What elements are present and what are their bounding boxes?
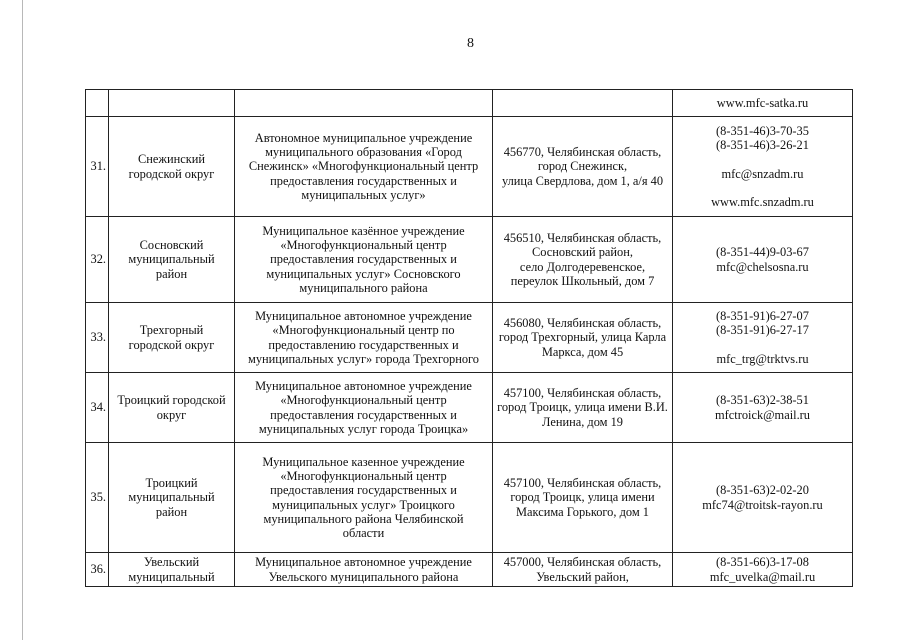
cell-address bbox=[493, 443, 673, 553]
address-line: Увельский район, bbox=[536, 569, 629, 584]
organization-line: Муниципальное автономное учреждение bbox=[255, 378, 472, 393]
organization-line: Муниципальное казённое учреждение bbox=[262, 223, 465, 238]
cell-address bbox=[493, 373, 673, 443]
email-link[interactable]: mfc@snzadm.ru bbox=[721, 166, 804, 181]
scan-margin-line bbox=[22, 0, 23, 640]
organization-line: предоставления государственных и bbox=[270, 173, 457, 188]
cell-contacts bbox=[673, 373, 853, 443]
cell-district bbox=[109, 117, 235, 217]
address-line: улица Свердлова, дом 1, а/я 40 bbox=[501, 173, 664, 188]
row-number: 36. bbox=[90, 562, 106, 577]
cell-num bbox=[86, 443, 109, 553]
cell-num bbox=[86, 217, 109, 303]
district-line: район bbox=[155, 266, 188, 281]
cell-organization bbox=[235, 90, 493, 117]
organization-line: «Многофункциональный центр по bbox=[272, 323, 455, 338]
email-link[interactable]: mfc_uvelka@mail.ru bbox=[709, 569, 816, 584]
organization-line: Увельского муниципального района bbox=[268, 569, 459, 584]
organization-line: «Многофункциональный центр bbox=[280, 393, 447, 408]
district-line: Троицкий bbox=[145, 476, 198, 491]
cell-num bbox=[86, 553, 109, 587]
district-line: район bbox=[155, 504, 188, 519]
organization-line: муниципального образования «Город bbox=[265, 145, 462, 160]
organization-line: Муниципальное автономное учреждение bbox=[255, 308, 472, 323]
table-row bbox=[86, 303, 853, 373]
district-line: городской округ bbox=[128, 166, 215, 181]
phone-text: (8-351-91)6-27-07 bbox=[716, 309, 809, 324]
organization-line: Муниципальное казенное учреждение bbox=[262, 454, 465, 469]
cell-address bbox=[493, 117, 673, 217]
cell-contacts bbox=[673, 217, 853, 303]
address-line: 456080, Челябинская область, bbox=[503, 316, 662, 331]
district-line: Сосновский bbox=[139, 238, 204, 253]
email-link[interactable]: mfctroick@mail.ru bbox=[714, 407, 811, 422]
cell-organization bbox=[235, 217, 493, 303]
cell-contacts bbox=[673, 303, 853, 373]
cell-district bbox=[109, 373, 235, 443]
district-line: муниципальный bbox=[128, 569, 215, 584]
address-line: Маркса, дом 45 bbox=[541, 344, 624, 359]
address-line: Максима Горького, дом 1 bbox=[516, 504, 649, 519]
phone-text: (8-351-46)3-70-35 bbox=[716, 123, 809, 138]
address-line: город Троицк, улица имени bbox=[510, 490, 655, 505]
phone-text: (8-351-63)2-38-51 bbox=[716, 393, 809, 408]
cell-contacts bbox=[673, 117, 853, 217]
district-line: муниципальный bbox=[128, 490, 215, 505]
address-line: город Снежинск, bbox=[537, 159, 628, 174]
cell-contacts bbox=[673, 90, 853, 117]
cell-contacts bbox=[673, 443, 853, 553]
organization-line: Снежинск» «Многофункциональный центр bbox=[248, 159, 479, 174]
organization-line: Муниципальное автономное учреждение bbox=[255, 555, 472, 570]
table-row bbox=[86, 217, 853, 303]
district-line: муниципальный bbox=[128, 252, 215, 267]
cell-address bbox=[493, 217, 673, 303]
organization-line: муниципальных услуг» города Трехгорного bbox=[247, 351, 480, 366]
organization-line: Автономное муниципальное учреждение bbox=[254, 130, 473, 145]
mfc-registry-table bbox=[85, 89, 853, 587]
organization-line: области bbox=[342, 526, 385, 541]
row-number: 33. bbox=[90, 330, 106, 345]
organization-line: предоставления государственных и bbox=[270, 483, 457, 498]
row-number: 35. bbox=[90, 490, 106, 505]
phone-text: (8-351-66)3-17-08 bbox=[716, 555, 809, 570]
address-line: 457000, Челябинская область, bbox=[503, 555, 662, 570]
table-row bbox=[86, 373, 853, 443]
cell-num bbox=[86, 303, 109, 373]
address-line: Ленина, дом 19 bbox=[542, 414, 623, 429]
email-link[interactable]: mfc74@troitsk-rayon.ru bbox=[702, 497, 823, 512]
organization-line: «Многофункциональный центр bbox=[280, 238, 447, 253]
row-number: 34. bbox=[90, 400, 106, 415]
address-line: 456510, Челябинская область, bbox=[503, 230, 662, 245]
website-text: www.mfc-satka.ru bbox=[716, 95, 809, 110]
cell-num bbox=[86, 90, 109, 117]
email-link[interactable]: mfc_trg@trktvs.ru bbox=[716, 351, 809, 366]
table-row-continued bbox=[86, 90, 853, 117]
organization-line: муниципальных услуг» Троицкого bbox=[272, 497, 455, 512]
district-line: Троицкий городской bbox=[117, 393, 226, 408]
cell-address bbox=[493, 90, 673, 117]
table-row bbox=[86, 443, 853, 553]
cell-district bbox=[109, 303, 235, 373]
organization-line: «Многофункциональный центр bbox=[280, 468, 447, 483]
district-line: Увельский bbox=[143, 555, 200, 570]
table-row bbox=[86, 553, 853, 587]
organization-line: муниципальных услуг» bbox=[301, 187, 426, 202]
organization-line: муниципального района bbox=[299, 280, 428, 295]
cell-contacts bbox=[673, 553, 853, 587]
district-line: округ bbox=[156, 407, 187, 422]
organization-line: муниципального района Челябинской bbox=[263, 511, 464, 526]
phone-text: (8-351-91)6-27-17 bbox=[716, 323, 809, 338]
cell-organization bbox=[235, 303, 493, 373]
cell-district bbox=[109, 90, 235, 117]
district-line: Трехгорный bbox=[139, 323, 204, 338]
email-link[interactable]: mfc@chelsosna.ru bbox=[716, 259, 809, 274]
website-link[interactable]: www.mfc.snzadm.ru bbox=[711, 194, 814, 209]
cell-district bbox=[109, 217, 235, 303]
organization-line: предоставления государственных и bbox=[270, 407, 457, 422]
cell-num bbox=[86, 117, 109, 217]
cell-address bbox=[493, 553, 673, 587]
cell-district bbox=[109, 443, 235, 553]
organization-line: предоставления государственных и bbox=[270, 252, 457, 267]
cell-organization bbox=[235, 443, 493, 553]
table-row bbox=[86, 117, 853, 217]
page-number: 8 bbox=[467, 36, 474, 51]
cell-organization bbox=[235, 373, 493, 443]
organization-line: предоставлению государственных и bbox=[268, 337, 459, 352]
phone-text: (8-351-63)2-02-20 bbox=[716, 483, 809, 498]
district-line: городской округ bbox=[128, 337, 215, 352]
address-line: село Долгодеревенское, bbox=[519, 259, 646, 274]
organization-line: муниципальных услуг» Сосновского bbox=[266, 266, 461, 281]
address-line: 457100, Челябинская область, bbox=[503, 386, 662, 401]
district-line: Снежинский bbox=[138, 152, 205, 167]
row-number: 31. bbox=[90, 159, 106, 174]
phone-text: (8-351-44)9-03-67 bbox=[716, 245, 809, 260]
address-line: 456770, Челябинская область, bbox=[503, 145, 662, 160]
organization-line: муниципальных услуг города Троицка» bbox=[258, 421, 469, 436]
cell-organization bbox=[235, 553, 493, 587]
cell-address bbox=[493, 303, 673, 373]
cell-district bbox=[109, 553, 235, 587]
address-line: город Трехгорный, улица Карла bbox=[498, 330, 667, 345]
address-line: Сосновский район, bbox=[531, 245, 633, 260]
row-number: 32. bbox=[90, 252, 106, 267]
address-line: 457100, Челябинская область, bbox=[503, 476, 662, 491]
cell-organization bbox=[235, 117, 493, 217]
cell-num bbox=[86, 373, 109, 443]
address-line: переулок Школьный, дом 7 bbox=[510, 273, 655, 288]
address-line: город Троицк, улица имени В.И. bbox=[497, 400, 668, 415]
phone-text: (8-351-46)3-26-21 bbox=[716, 138, 809, 153]
